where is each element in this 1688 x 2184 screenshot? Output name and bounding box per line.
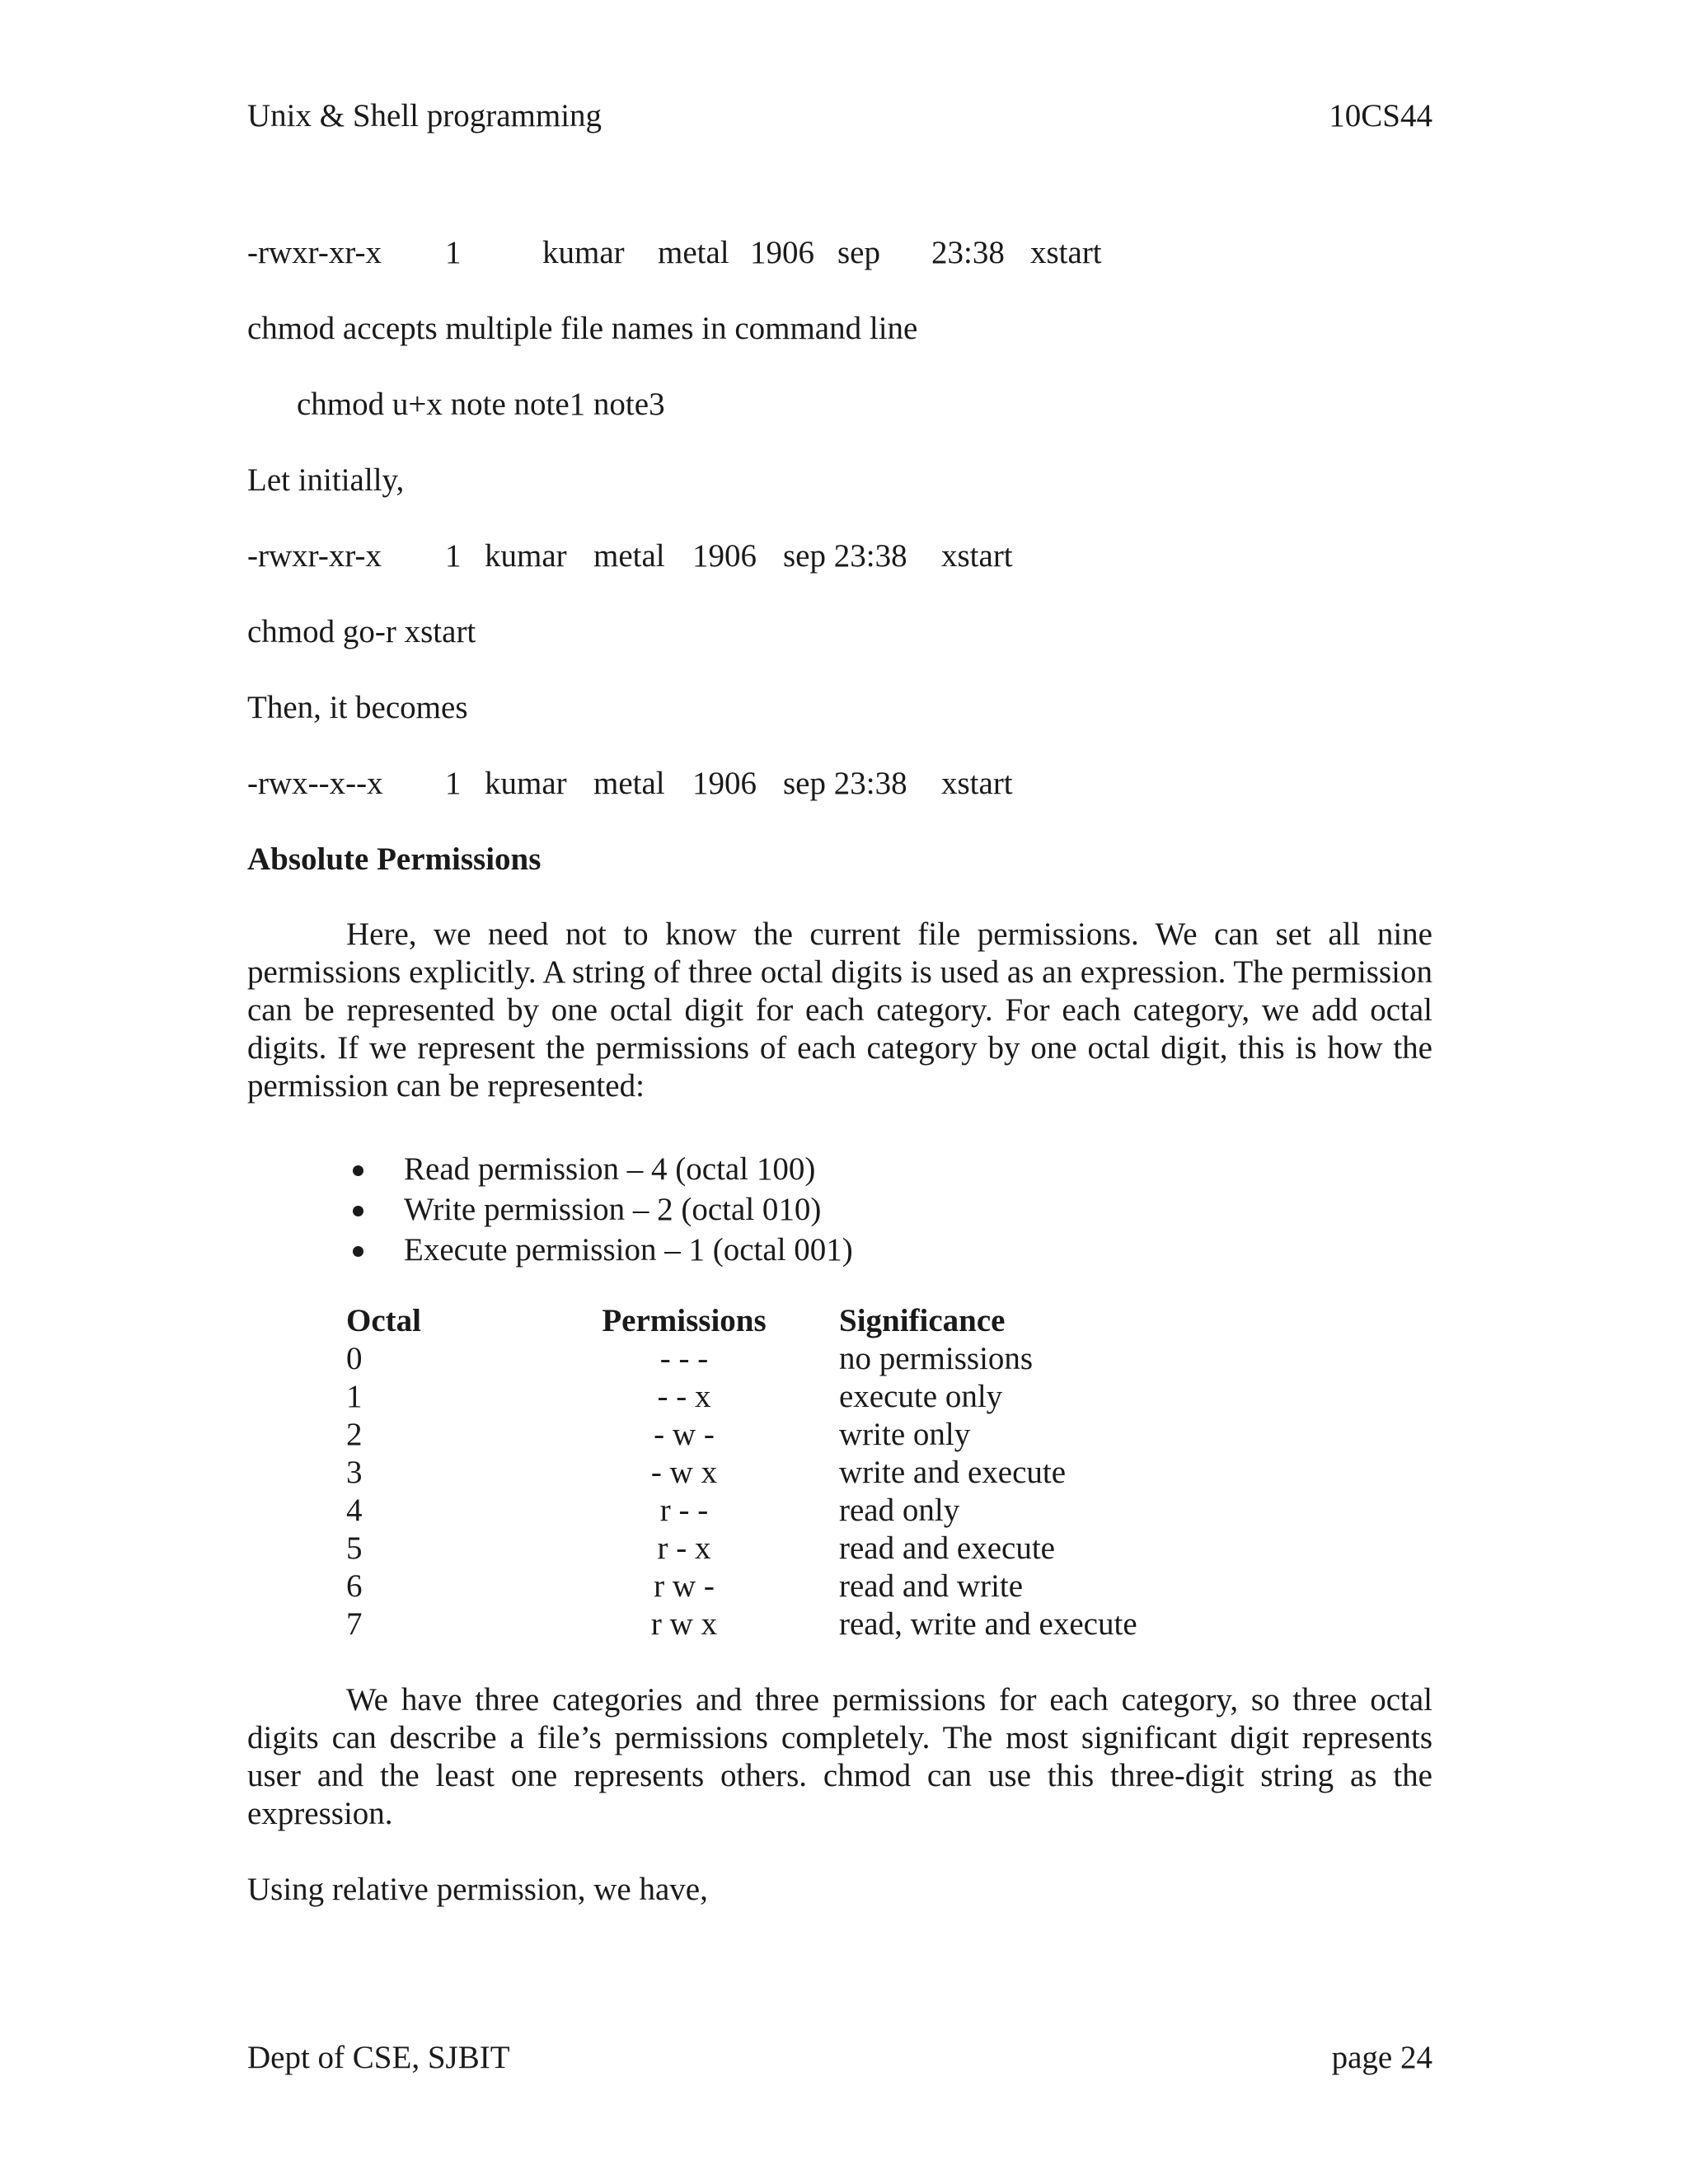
ls-links: 1	[445, 235, 462, 270]
list-item	[346, 1230, 853, 1270]
table-header-row	[346, 1302, 1253, 1340]
cell-permissions: - - -	[659, 1341, 709, 1376]
cell-permissions: - w x	[650, 1455, 718, 1490]
ls-group: metal	[593, 766, 665, 801]
cell-significance: write and execute	[839, 1455, 1067, 1490]
table-row	[346, 1454, 1253, 1492]
list-item-text: Write permission – 2 (octal 010)	[404, 1192, 822, 1227]
ls-time: 23:38	[931, 235, 1005, 270]
cell-significance: read only	[839, 1493, 960, 1528]
table-row	[346, 1492, 1253, 1530]
command-chmod-go-r: chmod go-r xstart	[247, 614, 476, 649]
cell-significance: read and write	[839, 1568, 1024, 1604]
cell-octal: 0	[346, 1341, 363, 1376]
section-heading-absolute-permissions: Absolute Permissions	[247, 841, 542, 877]
list-item	[346, 1149, 853, 1189]
list-item	[346, 1189, 853, 1230]
bullet-icon	[353, 1206, 363, 1216]
ls-filename: xstart	[941, 766, 1013, 801]
list-item-text: Read permission – 4 (octal 100)	[404, 1151, 816, 1187]
ls-links: 1	[445, 538, 462, 574]
ls-filename: xstart	[1030, 235, 1102, 270]
cell-octal: 1	[346, 1379, 363, 1414]
ls-links: 1	[445, 766, 462, 801]
ls-output-line-2	[247, 537, 1236, 575]
cell-significance: no permissions	[839, 1341, 1034, 1376]
ls-filename: xstart	[941, 538, 1013, 574]
table-row	[346, 1378, 1253, 1416]
cell-octal: 5	[346, 1530, 363, 1566]
table-row	[346, 1605, 1253, 1643]
cell-permissions: r w x	[650, 1606, 718, 1642]
ls-date-time: sep 23:38	[783, 538, 907, 574]
ls-group: metal	[593, 538, 665, 574]
cell-permissions: r - -	[659, 1493, 709, 1528]
table-row	[346, 1416, 1253, 1454]
ls-output-line-1	[247, 234, 1236, 272]
footer-department: Dept of CSE, SJBIT	[247, 2040, 510, 2075]
ls-size: 1906	[750, 235, 814, 270]
cell-significance: write only	[839, 1417, 971, 1452]
cell-octal: 2	[346, 1417, 363, 1452]
ls-output-line-3	[247, 765, 1236, 803]
column-header-permissions: Permissions	[602, 1303, 767, 1338]
cell-permissions: - - x	[657, 1379, 711, 1414]
column-header-octal: Octal	[346, 1303, 421, 1338]
cell-significance: execute only	[839, 1379, 1003, 1414]
cell-permissions: - w -	[654, 1417, 715, 1452]
cell-octal: 7	[346, 1606, 363, 1642]
table-row	[346, 1568, 1253, 1605]
text-then-becomes: Then, it becomes	[247, 690, 468, 725]
command-chmod-multiple: chmod u+x note note1 note3	[297, 387, 665, 422]
bullet-icon	[353, 1165, 363, 1176]
ls-size: 1906	[692, 766, 757, 801]
octal-permissions-table	[346, 1302, 1253, 1643]
ls-owner: kumar	[485, 538, 567, 574]
ls-perms: -rwxr-xr-x	[247, 538, 382, 574]
column-header-significance: Significance	[839, 1303, 1006, 1338]
ls-group: metal	[658, 235, 729, 270]
text-multiple-files: chmod accepts multiple file names in command line	[247, 311, 918, 346]
cell-octal: 4	[346, 1493, 363, 1528]
ls-owner: kumar	[542, 235, 625, 270]
cell-permissions: r - x	[657, 1530, 711, 1566]
list-item-text: Execute permission – 1 (octal 001)	[404, 1232, 853, 1268]
bullet-icon	[353, 1246, 363, 1257]
text-using-relative-permission: Using relative permission, we have,	[247, 1872, 708, 1907]
header-course-code: 10CS44	[1329, 98, 1432, 134]
ls-perms: -rwxr-xr-x	[247, 235, 382, 270]
paragraph-text: We have three categories and three permissions for each category, so three octal digits can describe a file’s permissions completely. The most significant digit represents user and the least one represents others. chmod can use this three-digit string as the expression.	[247, 1682, 1432, 1831]
ls-size: 1906	[692, 538, 757, 574]
paragraph-three-octal-digits	[247, 1681, 1432, 1833]
ls-month: sep	[837, 235, 880, 270]
permission-values-list	[346, 1149, 853, 1270]
paragraph-absolute-permissions	[247, 916, 1432, 1105]
table-row	[346, 1530, 1253, 1568]
ls-perms: -rwx--x--x	[247, 766, 383, 801]
cell-permissions: r w -	[654, 1568, 715, 1604]
footer-page-number: page 24	[1331, 2040, 1432, 2075]
cell-significance: read and execute	[839, 1530, 1055, 1566]
cell-octal: 6	[346, 1568, 363, 1604]
table-row	[346, 1340, 1253, 1378]
paragraph-text: Here, we need not to know the current file permissions. We can set all nine permissions explicitly. A string of three octal digits is used as an expression. The permission can be represented by one octal digit for each category. For each category, we add octal digits. If we represent the permissions of each category by one octal digit, this is how the permission can be represented:	[247, 916, 1432, 1104]
cell-significance: read, write and execute	[839, 1606, 1137, 1642]
text-let-initially: Let initially,	[247, 462, 405, 498]
cell-octal: 3	[346, 1455, 363, 1490]
header-course-title: Unix & Shell programming	[247, 98, 603, 134]
ls-owner: kumar	[485, 766, 567, 801]
ls-date-time: sep 23:38	[783, 766, 907, 801]
